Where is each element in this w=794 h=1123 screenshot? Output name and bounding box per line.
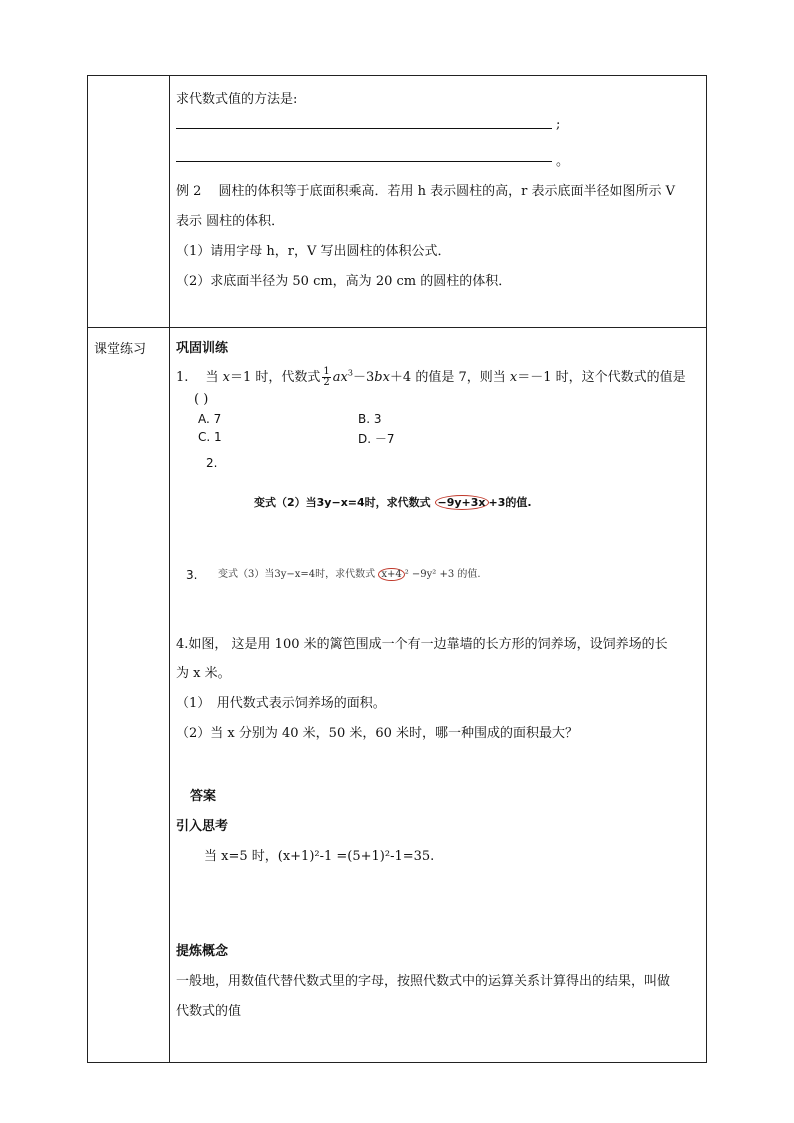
problem-3-text: 变式（3）当3y−x=4时，求代数式 — [218, 569, 379, 580]
example-line-2: 表示 圆柱的体积． — [176, 214, 285, 229]
answer-parentheses: ( ) — [194, 392, 209, 407]
problem-3 — [218, 565, 481, 580]
problem-1-term-b: －3 — [352, 370, 375, 385]
problem-1-exponent: 3 — [347, 368, 353, 378]
problem-3-text-end: ² −9y² +3 的值. — [404, 569, 481, 580]
fraction-numerator: 1 — [323, 366, 330, 377]
lesson-table — [87, 75, 707, 1063]
row1-label-cell — [88, 76, 170, 328]
fraction-denominator: 2 — [323, 377, 330, 388]
row2-label: 课堂练习 — [94, 342, 147, 357]
answer-blank-1 — [176, 128, 552, 129]
blank2-end: 。 — [556, 154, 570, 169]
problem-1-term-c: bx — [374, 370, 390, 385]
example-question-2: （2）求底面半径为 50 cm，高为 20 cm 的圆柱的体积． — [176, 274, 512, 289]
problem-1-question: ＝－1 时，这个代数式的值是 — [517, 370, 686, 385]
answer-blank-2 — [176, 161, 552, 162]
problem-1-prefix: 1. 当 — [176, 370, 223, 385]
problem-1-rest: ＋4 的值是 7，则当 — [389, 370, 510, 385]
example-question-1: （1）请用字母 h，r，V 写出圆柱的体积公式． — [176, 244, 451, 259]
concept-line-1: 一般地，用数值代替代数式里的字母，按照代数式中的运算关系计算得出的结果，叫做 — [176, 974, 671, 989]
option-d: D. －7 — [358, 432, 395, 446]
method-prompt: 求代数式值的方法是: — [176, 92, 298, 107]
answer-heading: 答案 — [190, 789, 217, 804]
row1-label — [88, 76, 169, 327]
concept-heading: 提炼概念 — [176, 944, 229, 959]
circled-term: −9y+3x — [435, 495, 489, 510]
intro-line: 当 x=5 时，(x+1)²-1 =(5+1)²-1=35. — [204, 849, 435, 864]
option-a: A. 7 — [198, 412, 222, 426]
problem-1-var-2: x — [509, 370, 518, 385]
problem-2-number: 2. — [206, 456, 218, 470]
row2-label-cell — [88, 328, 170, 1063]
problem-4-question-2: （2）当 x 分别为 40 米，50 米，60 米时，哪一种围成的面积最大？ — [176, 726, 579, 741]
problem-1 — [176, 366, 686, 388]
concept-line-2: 代数式的值 — [176, 1004, 242, 1019]
example-line-1: 例 2 圆柱的体积等于底面积乘高．若用 h 表示圆柱的高，r 表示底面半径如图所示 V — [176, 184, 676, 199]
option-c: C. 1 — [198, 430, 222, 444]
circled-term-3: x+4 — [378, 568, 404, 581]
blank1-end: ; — [556, 117, 561, 132]
fraction — [322, 367, 330, 388]
row1-content-cell — [170, 76, 707, 328]
intro-heading: 引入思考 — [176, 819, 229, 834]
problem-4-line-1: 4.如图， 这是用 100 米的篱笆围成一个有一边靠墙的长方形的饲养场，设饲养场的长 — [176, 637, 668, 652]
problem-2 — [254, 494, 532, 510]
problem-4-question-1: （1） 用代数式表示饲养场的面积。 — [176, 696, 386, 711]
problem-2-text: 变式（2）当3y−x=4时，求代数式 — [254, 496, 435, 509]
problem-4-line-2: 为 x 米。 — [176, 666, 231, 681]
problem-1-var: x — [222, 370, 231, 385]
problem-2-text-end: +3的值. — [488, 496, 532, 509]
problem-1-condition: ＝1 时，代数式 — [230, 370, 321, 385]
row2-content-cell — [170, 328, 707, 1063]
problem-3-number: 3. — [186, 568, 198, 582]
problem-1-term-a: ax — [332, 370, 348, 385]
practice-heading: 巩固训练 — [176, 341, 229, 356]
option-b: B. 3 — [358, 412, 382, 426]
